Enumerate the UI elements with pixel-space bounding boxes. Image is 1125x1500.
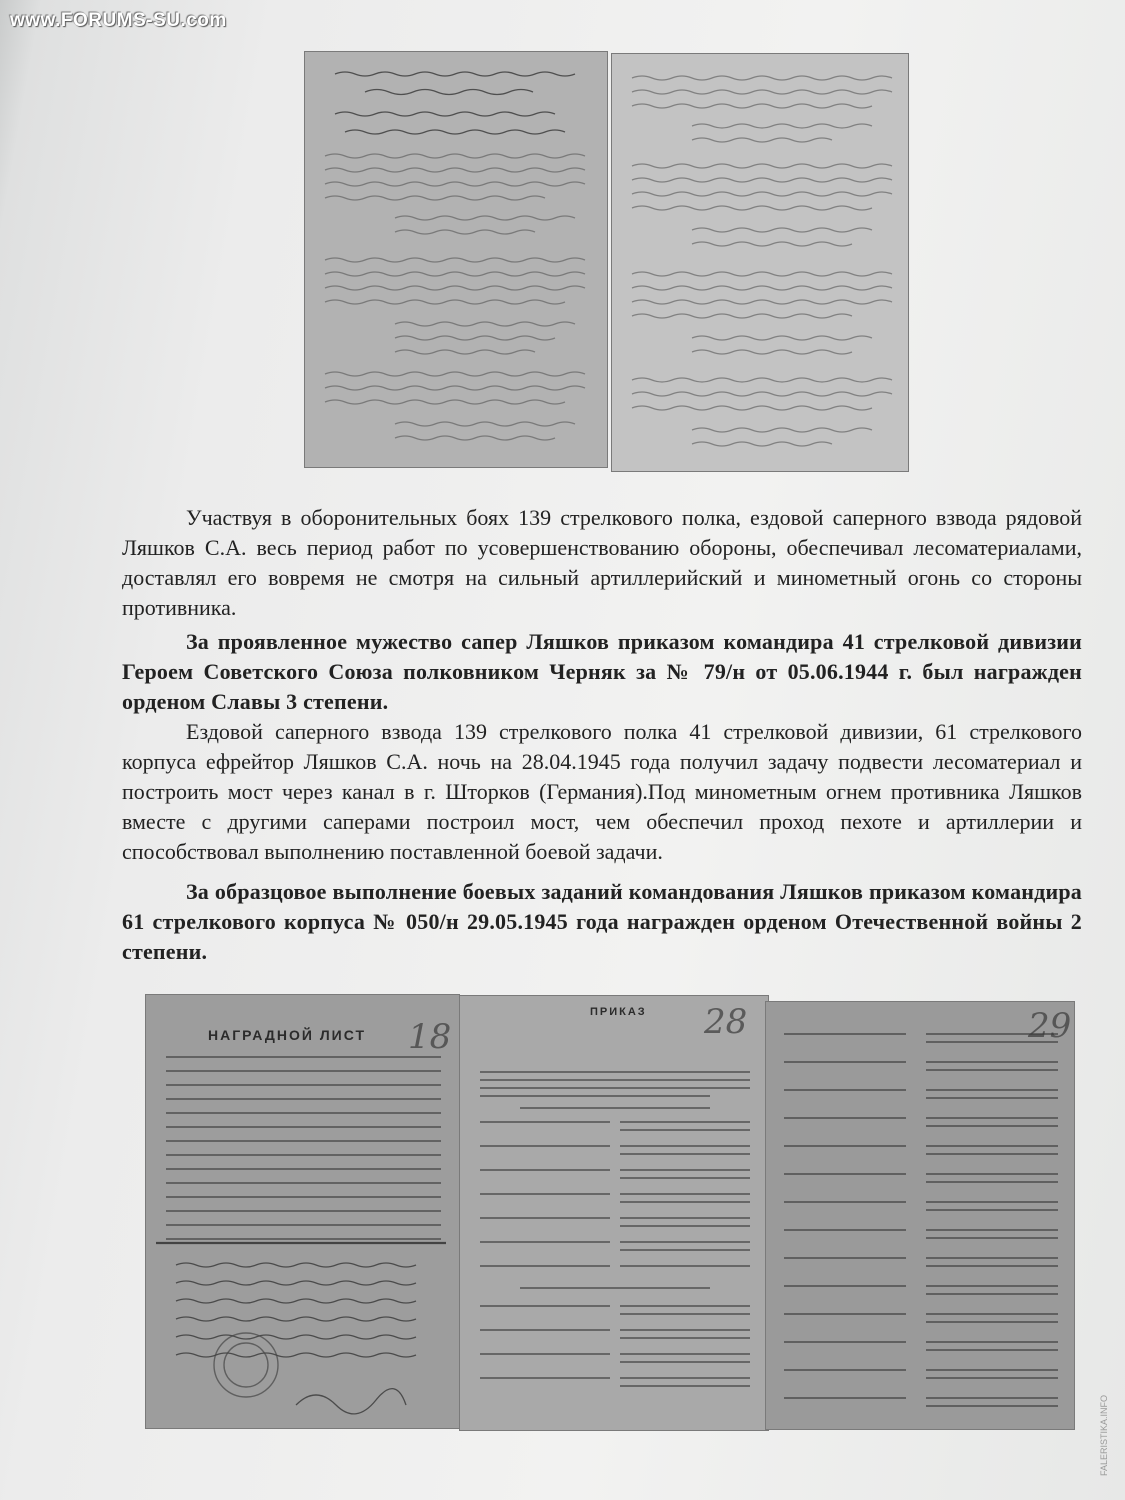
order-heading: ПРИКАЗ [590, 1006, 647, 1018]
typed-lines [460, 996, 768, 1430]
scan-order-list-1 [460, 996, 768, 1430]
scan-order-list-2 [766, 1002, 1074, 1429]
scan-order-page-1 [305, 52, 607, 467]
award-sheet-heading: НАГРАДНОЙ ЛИСТ [208, 1027, 367, 1043]
paragraph-award-glory: За проявленное мужество сапер Ляшков приказом командира 41 стрелковой дивизии Героем Советского Союза полковником Черняк за № 79/н от 05.06.1944 г. был награжден орденом Славы 3 степени. [122, 629, 1082, 714]
paragraph-award-patriotic-war: За образцовое выполнение боевых заданий командования Ляшков приказом командира 61 стрелкового корпуса № 050/н 29.05.1945 года награжден орденом Отечественной войны 2 степени. [122, 879, 1082, 964]
scan-award-sheet [146, 995, 459, 1428]
typed-lines [766, 1002, 1074, 1429]
article-text [122, 503, 1082, 967]
paragraph-service: Участвуя в оборонительных боях 139 стрелкового полка, ездовой саперного взвода рядовой Ляшков С.А. весь период работ по усовершенствованию обороны, обеспечивал лесоматериалами, доставлял его вовремя не смотря на сильный артиллерийский и минометный огонь со стороны противника. [122, 505, 1082, 620]
paragraph-bridge: Ездовой саперного взвода 139 стрелкового полка 41 стрелковой дивизии, 61 стрелкового корпуса ефрейтор Ляшков С.А. ночь на 28.04.1945 года получил задачу подвести лесоматериал и построить мост через канал в г. Шторков (Германия).Под минометным огнем противника Ляшков вместе с другими саперами построил мост, чем обеспечил проход пехоте и артиллерии и способствовал выполнению поставленной боевой задачи. [122, 719, 1082, 864]
archive-page-number: 29 [1028, 1006, 1072, 1046]
handwritten-lines [612, 54, 908, 471]
scan-order-page-2 [612, 54, 908, 471]
side-watermark: FALERISTIKA.INFO [1099, 1395, 1109, 1477]
form-lines [146, 995, 459, 1428]
site-watermark: www.FORUMS-SU.com [10, 10, 227, 31]
archive-page-number: 28 [704, 1002, 748, 1042]
archive-page-number: 18 [408, 1017, 452, 1057]
handwritten-lines [305, 52, 607, 467]
